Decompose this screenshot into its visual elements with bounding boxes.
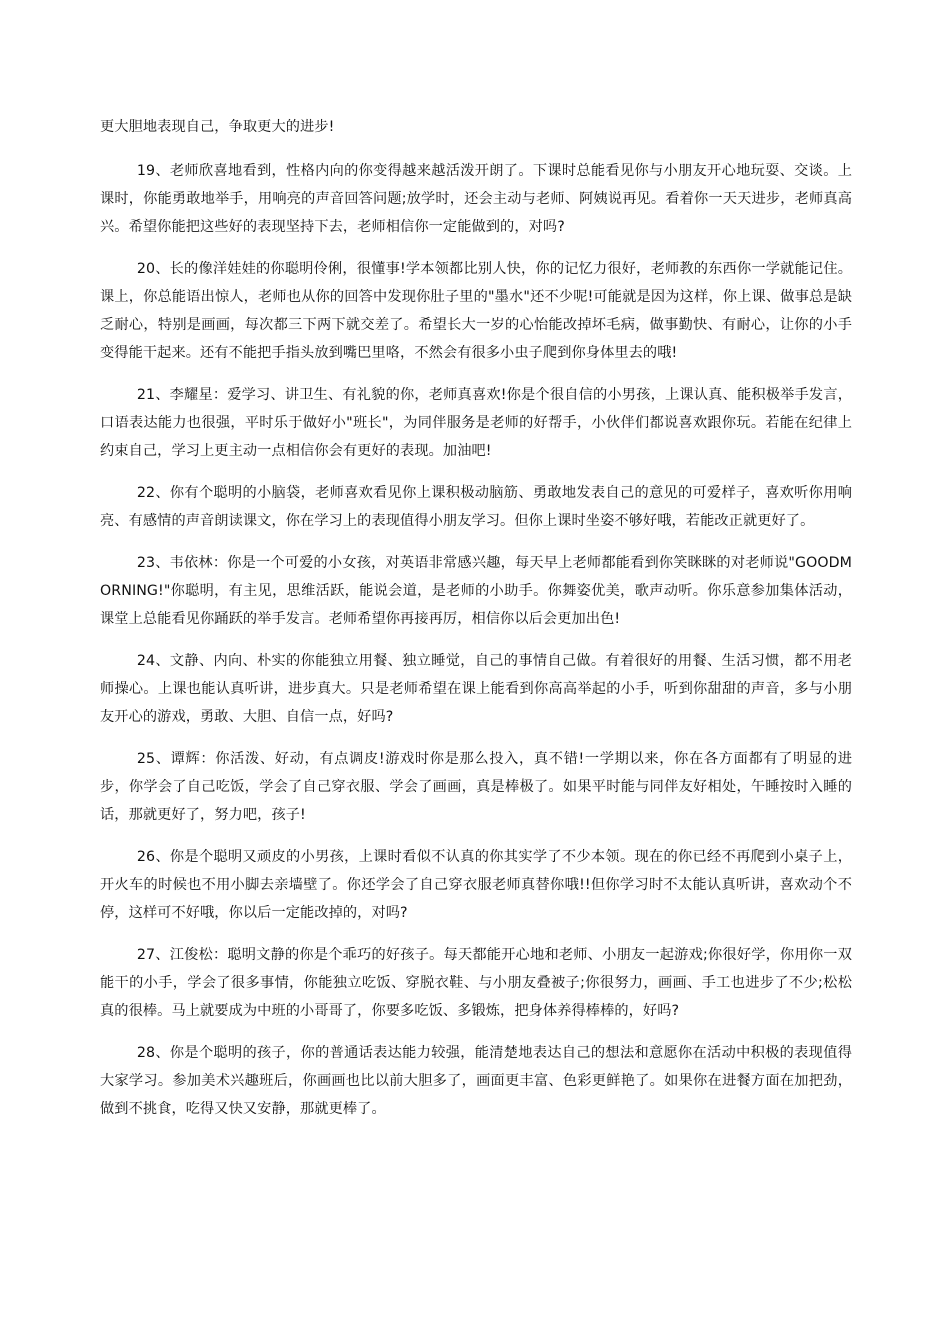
comment-28: 28、你是个聪明的孩子，你的普通话表达能力较强，能清楚地表达自己的想法和意愿你在活动中积极的表现值得大家学习。参加美术兴趣班后，你画画也比以前大胆多了，画面更丰富、色彩更鲜艳了。如果你在进餐方面在加把劲，做到不挑食，吃得又快又安静，那就更棒了。 bbox=[100, 1045, 852, 1117]
paragraph-continuation: 更大胆地表现自己，争取更大的进步! bbox=[100, 119, 335, 135]
comment-23: 23、韦依林：你是一个可爱的小女孩，对英语非常感兴趣，每天早上老师都能看到你笑眯眯的对老师说"GOODMORNING!"你聪明，有主见，思维活跃，能说会道，是老师的小助手。你舞姿优美，歌声动听。你乐意参加集体活动，课堂上总能看见你踊跃的举手发言。老师希望你再接再厉，相信你以后会更加出色! bbox=[100, 555, 852, 627]
comment-20: 20、长的像洋娃娃的你聪明伶俐，很懂事!学本领都比别人快，你的记忆力很好，老师教的东西你一学就能记住。课上，你总能语出惊人，老师也从你的回答中发现你肚子里的"墨水"还不少呢!可能就是因为这样，你上课、做事总是缺乏耐心，特别是画画，每次都三下两下就交差了。希望长大一岁的心怡能改掉坏毛病，做事勤快、有耐心，让你的小手变得能干起来。还有不能把手指头放到嘴巴里咯，不然会有很多小虫子爬到你身体里去的哦! bbox=[100, 261, 852, 361]
comment-19: 19、老师欣喜地看到，性格内向的你变得越来越活泼开朗了。下课时总能看见你与小朋友开心地玩耍、交谈。上课时，你能勇敢地举手，用响亮的声音回答问题;放学时，还会主动与老师、阿姨说再见。看着你一天天进步，老师真高兴。希望你能把这些好的表现坚持下去，老师相信你一定能做到的，对吗? bbox=[100, 163, 852, 235]
comment-22: 22、你有个聪明的小脑袋，老师喜欢看见你上课积极动脑筋、勇敢地发表自己的意见的可爱样子，喜欢听你用响亮、有感情的声音朗读课文，你在学习上的表现值得小朋友学习。但你上课时坐姿不够好哦，若能改正就更好了。 bbox=[100, 485, 852, 529]
document-body bbox=[100, 113, 852, 1137]
comment-25: 25、谭辉：你活泼、好动，有点调皮!游戏时你是那么投入，真不错!一学期以来，你在各方面都有了明显的进步，你学会了自己吃饭，学会了自己穿衣服、学会了画画，真是棒极了。如果平时能与同伴友好相处，午睡按时入睡的话，那就更好了，努力吧，孩子! bbox=[100, 751, 852, 823]
comment-27: 27、江俊松：聪明文静的你是个乖巧的好孩子。每天都能开心地和老师、小朋友一起游戏;你很好学，你用你一双能干的小手，学会了很多事情，你能独立吃饭、穿脱衣鞋、与小朋友叠被子;你很努力，画画、手工也进步了不少;松松真的很棒。马上就要成为中班的小哥哥了，你要多吃饭、多锻炼，把身体养得棒棒的，好吗? bbox=[100, 947, 852, 1019]
comment-21: 21、李耀星：爱学习、讲卫生、有礼貌的你，老师真喜欢!你是个很自信的小男孩，上课认真、能积极举手发言，口语表达能力也很强，平时乐于做好小"班长"，为同伴服务是老师的好帮手，小伙伴们都说喜欢跟你玩。若能在纪律上约束自己，学习上更主动一点相信你会有更好的表现。加油吧! bbox=[100, 387, 852, 459]
comment-26: 26、你是个聪明又顽皮的小男孩，上课时看似不认真的你其实学了不少本领。现在的你已经不再爬到小桌子上，开火车的时候也不用小脚去亲墙壁了。你还学会了自己穿衣服老师真替你哦!!但你学习时不太能认真听讲，喜欢动个不停，这样可不好哦，你以后一定能改掉的，对吗? bbox=[100, 849, 852, 921]
comment-24: 24、文静、内向、朴实的你能独立用餐、独立睡觉，自己的事情自己做。有着很好的用餐、生活习惯，都不用老师操心。上课也能认真听讲，进步真大。只是老师希望在课上能看到你高高举起的小手，听到你甜甜的声音，多与小朋友开心的游戏，勇敢、大胆、自信一点，好吗? bbox=[100, 653, 852, 725]
